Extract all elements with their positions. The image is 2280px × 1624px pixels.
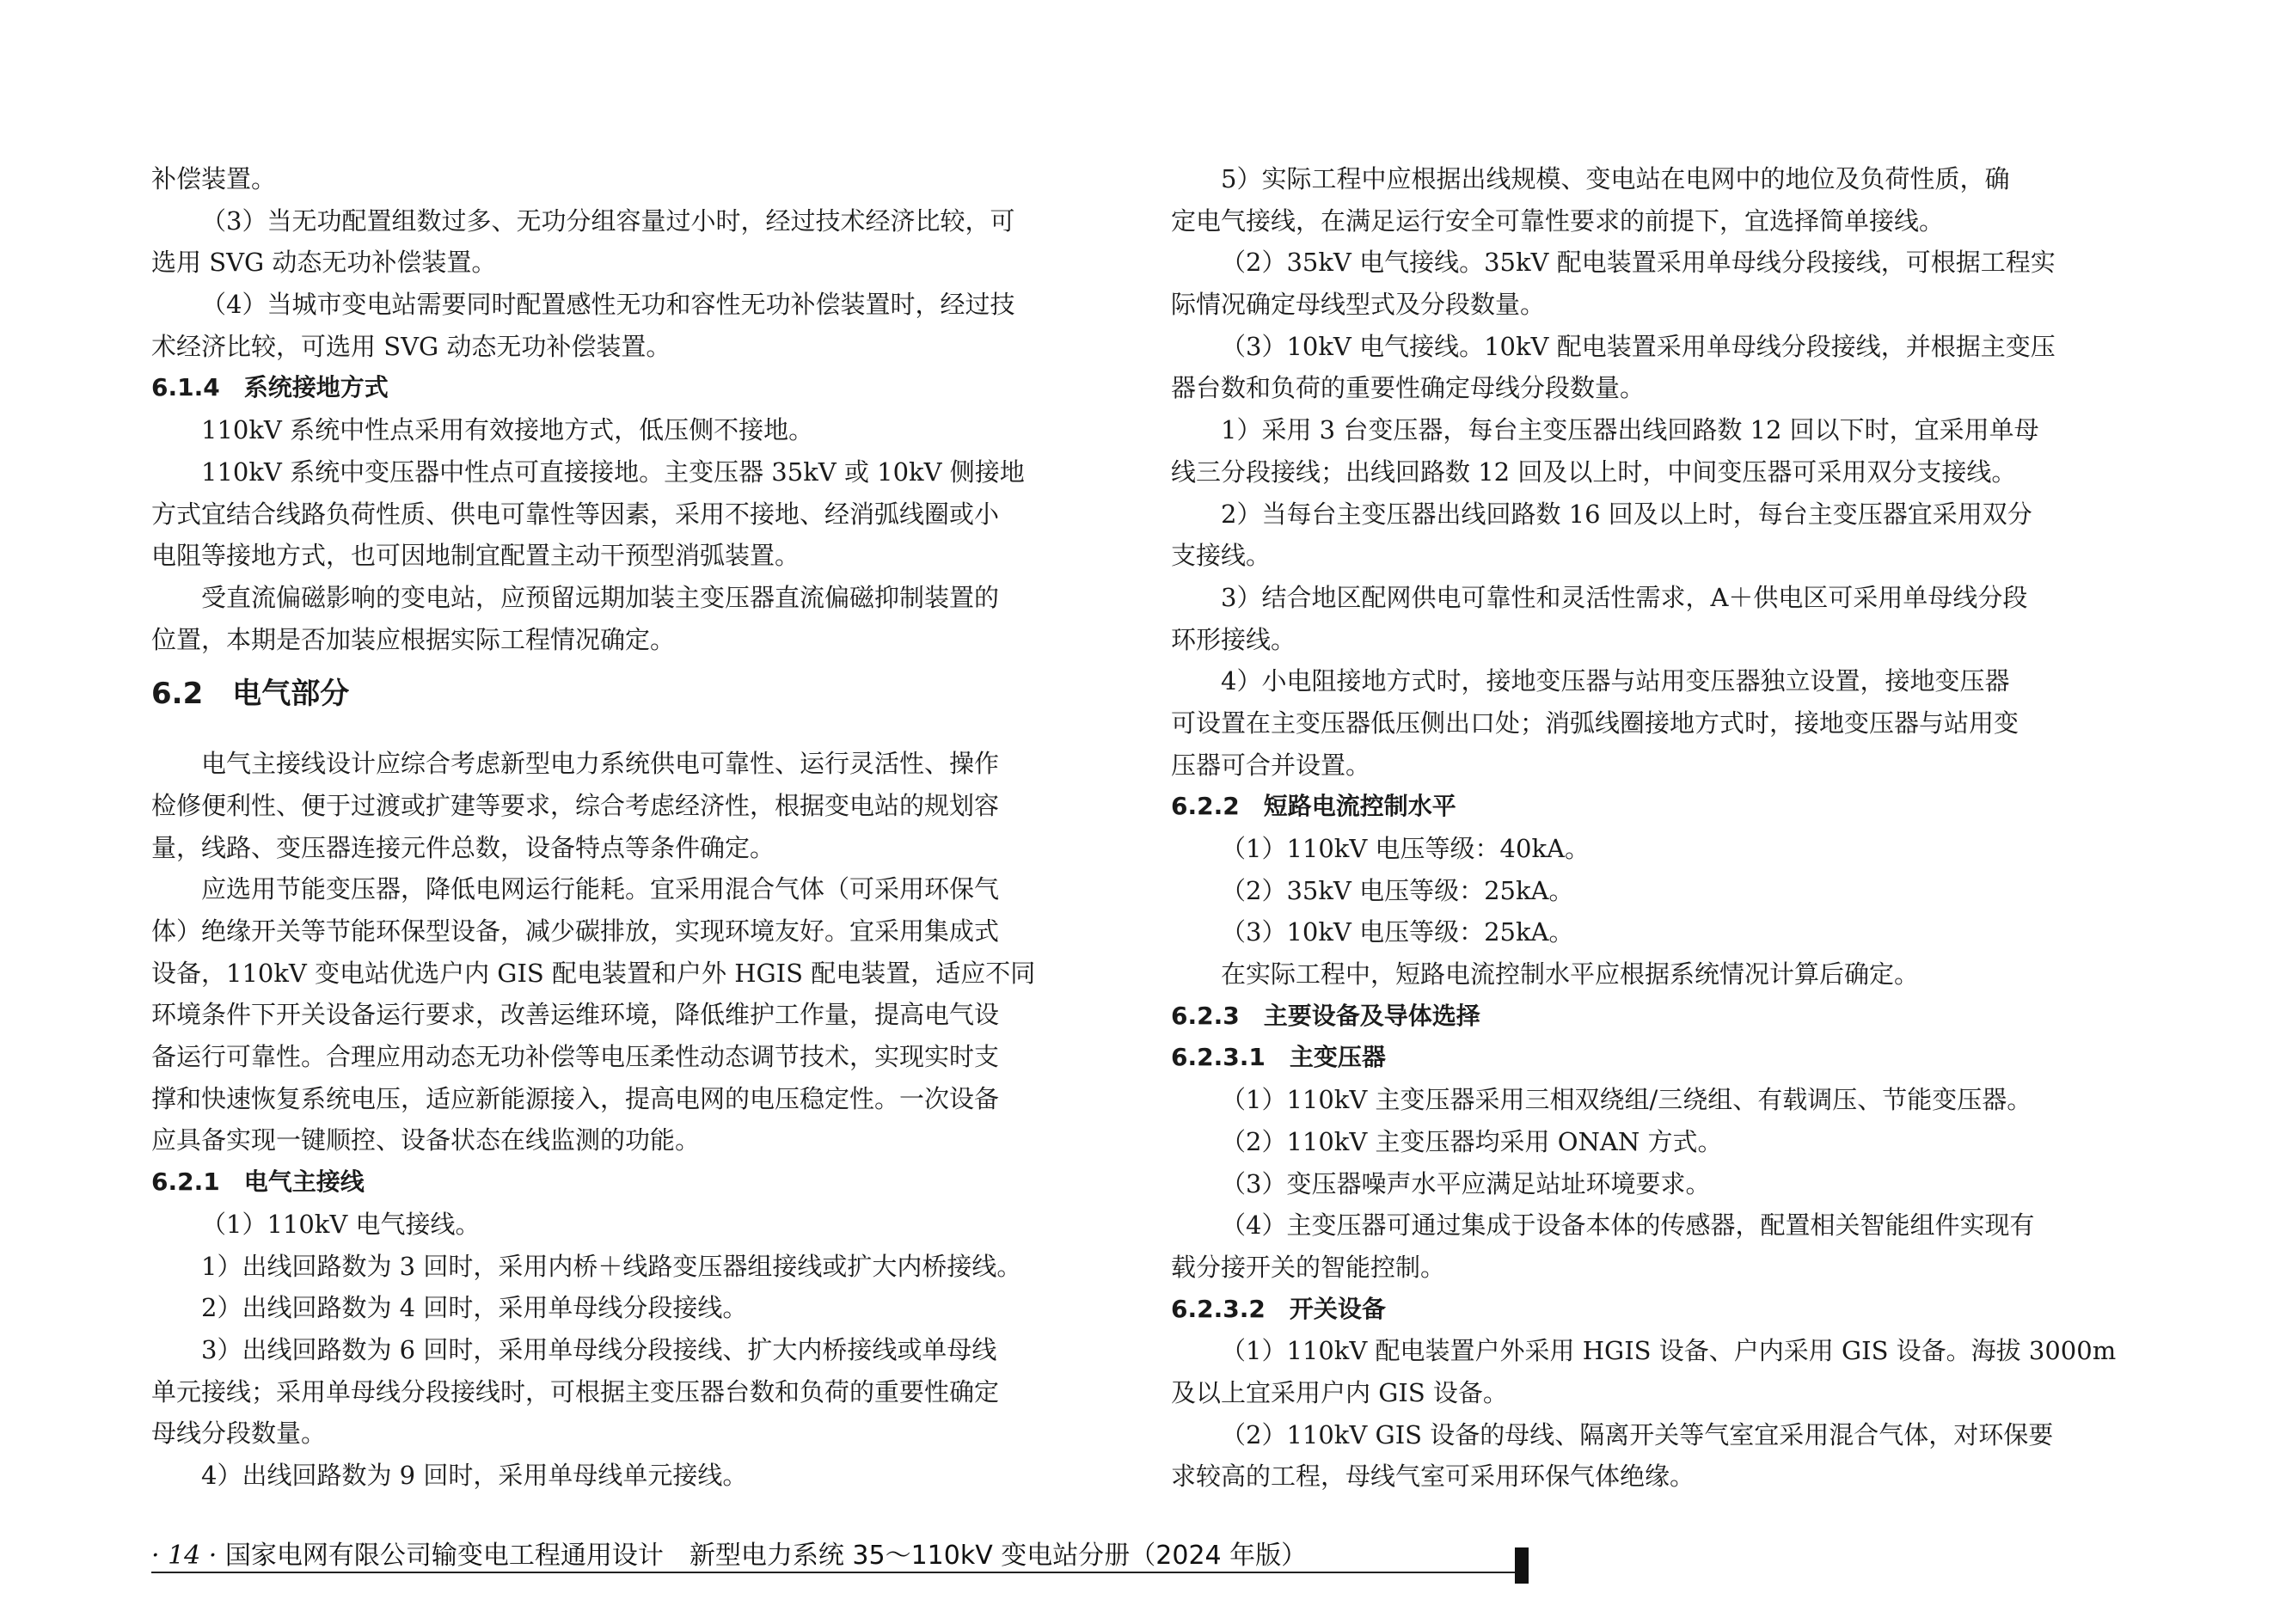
paragraph-line: （1）110kV 电气接线。 — [201, 1209, 481, 1239]
paragraph-line: 撑和快速恢复系统电压，适应新能源接入，提高电网的电压稳定性。一次设备 — [151, 1083, 1000, 1113]
paragraph-line: 量，线路、变压器连接元件总数，设备特点等条件确定。 — [151, 832, 775, 862]
paragraph-line: 器台数和负荷的重要性确定母线分段数量。 — [1171, 373, 1646, 403]
paragraph-line: 选用 SVG 动态无功补偿装置。 — [151, 248, 497, 278]
paragraph-line: 电气主接线设计应综合考虑新型电力系统供电可靠性、运行灵活性、操作 — [201, 749, 1000, 779]
paragraph-line: 应选用节能变压器，降低电网运行能耗。宜采用混合气体（可采用环保气 — [201, 874, 1000, 904]
right-column — [1171, 158, 2134, 1498]
footer-title: 国家电网有限公司输变电工程通用设计 新型电力系统 35～110kV 变电站分册（2024 年版） — [224, 1541, 1308, 1571]
paragraph-line: （4）当城市变电站需要同时配置感性无功和容性无功补偿装置时，经过技 — [201, 290, 1015, 320]
paragraph-line: 单元接线；采用单母线分段接线时，可根据主变压器台数和负荷的重要性确定 — [151, 1376, 1000, 1406]
section-heading: 6.2.2 短路电流控制水平 — [1171, 792, 1456, 821]
paragraph-line: 检修便利性、便于过渡或扩建等要求，综合考虑经济性，根据变电站的规划容 — [151, 790, 1000, 820]
paragraph-line: （2）35kV 电压等级：25kA。 — [1221, 875, 1574, 905]
paragraph-line: 3）出线回路数为 6 回时，采用单母线分段接线、扩大内桥接线或单母线 — [201, 1334, 997, 1364]
paragraph-line: （1）110kV 配电装置户外采用 HGIS 设备、户内采用 GIS 设备。海拔 3000m — [1221, 1336, 2117, 1366]
paragraph-line: （4）主变压器可通过集成于设备本体的传感器，配置相关智能组件实现有 — [1221, 1210, 2035, 1241]
page-number: · 14 · — [151, 1541, 218, 1571]
paragraph-line: 110kV 系统中性点采用有效接地方式，低压侧不接地。 — [201, 415, 814, 445]
section-heading: 6.2.3.1 主变压器 — [1171, 1043, 1386, 1072]
paragraph-line: 1）出线回路数为 3 回时，采用内桥＋线路变压器组接线或扩大内桥接线。 — [201, 1251, 1022, 1281]
paragraph-line: 术经济比较，可选用 SVG 动态无功补偿装置。 — [151, 331, 671, 361]
paragraph-line: 支接线。 — [1171, 541, 1272, 571]
section-heading: 6.2.3 主要设备及导体选择 — [1171, 1001, 1480, 1030]
paragraph-line: （2）35kV 电气接线。35kV 配电装置采用单母线分段接线，可根据工程实 — [1221, 248, 2056, 278]
footer-marker — [1515, 1547, 1529, 1584]
paragraph-line: 在实际工程中，短路电流控制水平应根据系统情况计算后确定。 — [1221, 959, 1920, 990]
paragraph-line: （2）110kV GIS 设备的母线、隔离开关等气室宜采用混合气体，对环保要 — [1221, 1419, 2054, 1449]
left-column — [151, 158, 1114, 1497]
paragraph-line: 位置，本期是否加装应根据实际工程情况确定。 — [151, 624, 676, 654]
chapter-heading: 6.2 电气部分 — [151, 677, 350, 712]
paragraph-line: 环形接线。 — [1171, 624, 1296, 654]
paragraph-line: 110kV 系统中变压器中性点可直接接地。主变压器 35kV 或 10kV 侧接地 — [201, 457, 1025, 487]
page-footer — [151, 1534, 1307, 1572]
paragraph-line: 2）出线回路数为 4 回时，采用单母线分段接线。 — [201, 1293, 748, 1323]
paragraph-line: （3）10kV 电压等级：25kA。 — [1221, 917, 1574, 947]
paragraph-line: （3）10kV 电气接线。10kV 配电装置采用单母线分段接线，并根据主变压 — [1221, 331, 2056, 361]
paragraph-line: （3）变压器噪声水平应满足站址环境要求。 — [1221, 1168, 1711, 1198]
footer-rule — [151, 1572, 1523, 1573]
paragraph-line: 设备，110kV 变电站优选户内 GIS 配电装置和户外 HGIS 配电装置，适应不同 — [151, 958, 1036, 988]
paragraph-line: 方式宜结合线路负荷性质、供电可靠性等因素，采用不接地、经消弧线圈或小 — [151, 499, 1000, 529]
paragraph-line: 应具备实现一键顺控、设备状态在线监测的功能。 — [151, 1125, 701, 1155]
paragraph-line: 2）当每台主变压器出线回路数 16 回及以上时，每台主变压器宜采用双分 — [1221, 499, 2032, 529]
paragraph-line: （1）110kV 主变压器采用三相双绕组/三绕组、有载调压、节能变压器。 — [1221, 1085, 2032, 1115]
paragraph-line: 际情况确定母线型式及分段数量。 — [1171, 290, 1546, 320]
paragraph-line: 体）绝缘开关等节能环保型设备，减少碳排放，实现环境友好。宜采用集成式 — [151, 916, 1000, 946]
paragraph-line: 3）结合地区配网供电可靠性和灵活性需求，A＋供电区可采用单母线分段 — [1221, 582, 2028, 612]
paragraph-line: 受直流偏磁影响的变电站，应预留远期加装主变压器直流偏磁抑制装置的 — [201, 582, 1000, 612]
section-heading: 6.1.4 系统接地方式 — [151, 373, 389, 402]
paragraph-line: （2）110kV 主变压器均采用 ONAN 方式。 — [1221, 1126, 1723, 1156]
paragraph-line: 补偿装置。 — [151, 164, 277, 193]
paragraph-line: 求较高的工程，母线气室可采用环保气体绝缘。 — [1171, 1462, 1695, 1492]
paragraph-line: （1）110kV 电压等级：40kA。 — [1221, 834, 1590, 863]
paragraph-line: 母线分段数量。 — [151, 1419, 327, 1449]
paragraph-line: 线三分段接线；出线回路数 12 回及以上时，中间变压器可采用双分支接线。 — [1171, 457, 2017, 487]
paragraph-line: 1）采用 3 台变压器，每台主变压器出线回路数 12 回以下时，宜采用单母 — [1221, 415, 2039, 445]
paragraph-line: 载分接开关的智能控制。 — [1171, 1252, 1446, 1282]
paragraph-line: 备运行可靠性。合理应用动态无功补偿等电压柔性动态调节技术，实现实时支 — [151, 1042, 1000, 1072]
paragraph-line: （3）当无功配置组数过多、无功分组容量过小时，经过技术经济比较，可 — [201, 205, 1015, 236]
paragraph-line: 4）出线回路数为 9 回时，采用单母线单元接线。 — [201, 1460, 748, 1490]
paragraph-line: 及以上宜采用户内 GIS 设备。 — [1171, 1377, 1508, 1407]
section-heading: 6.2.1 电气主接线 — [151, 1167, 365, 1197]
paragraph-line: 环境条件下开关设备运行要求，改善运维环境，降低维护工作量，提高电气设 — [151, 1000, 1000, 1030]
paragraph-line: 压器可合并设置。 — [1171, 750, 1371, 780]
paragraph-line: 5）实际工程中应根据出线规模、变电站在电网中的地位及负荷性质，确 — [1221, 164, 2010, 193]
paragraph-line: 定电气接线，在满足运行安全可靠性要求的前提下，宜选择简单接线。 — [1171, 205, 1945, 236]
paragraph-line: 4）小电阻接地方式时，接地变压器与站用变压器独立设置，接地变压器 — [1221, 666, 2010, 696]
section-heading: 6.2.3.2 开关设备 — [1171, 1294, 1386, 1323]
paragraph-line: 电阻等接地方式，也可因地制宜配置主动干预型消弧装置。 — [151, 541, 800, 571]
paragraph-line: 可设置在主变压器低压侧出口处；消弧线圈接地方式时，接地变压器与站用变 — [1171, 708, 2020, 738]
